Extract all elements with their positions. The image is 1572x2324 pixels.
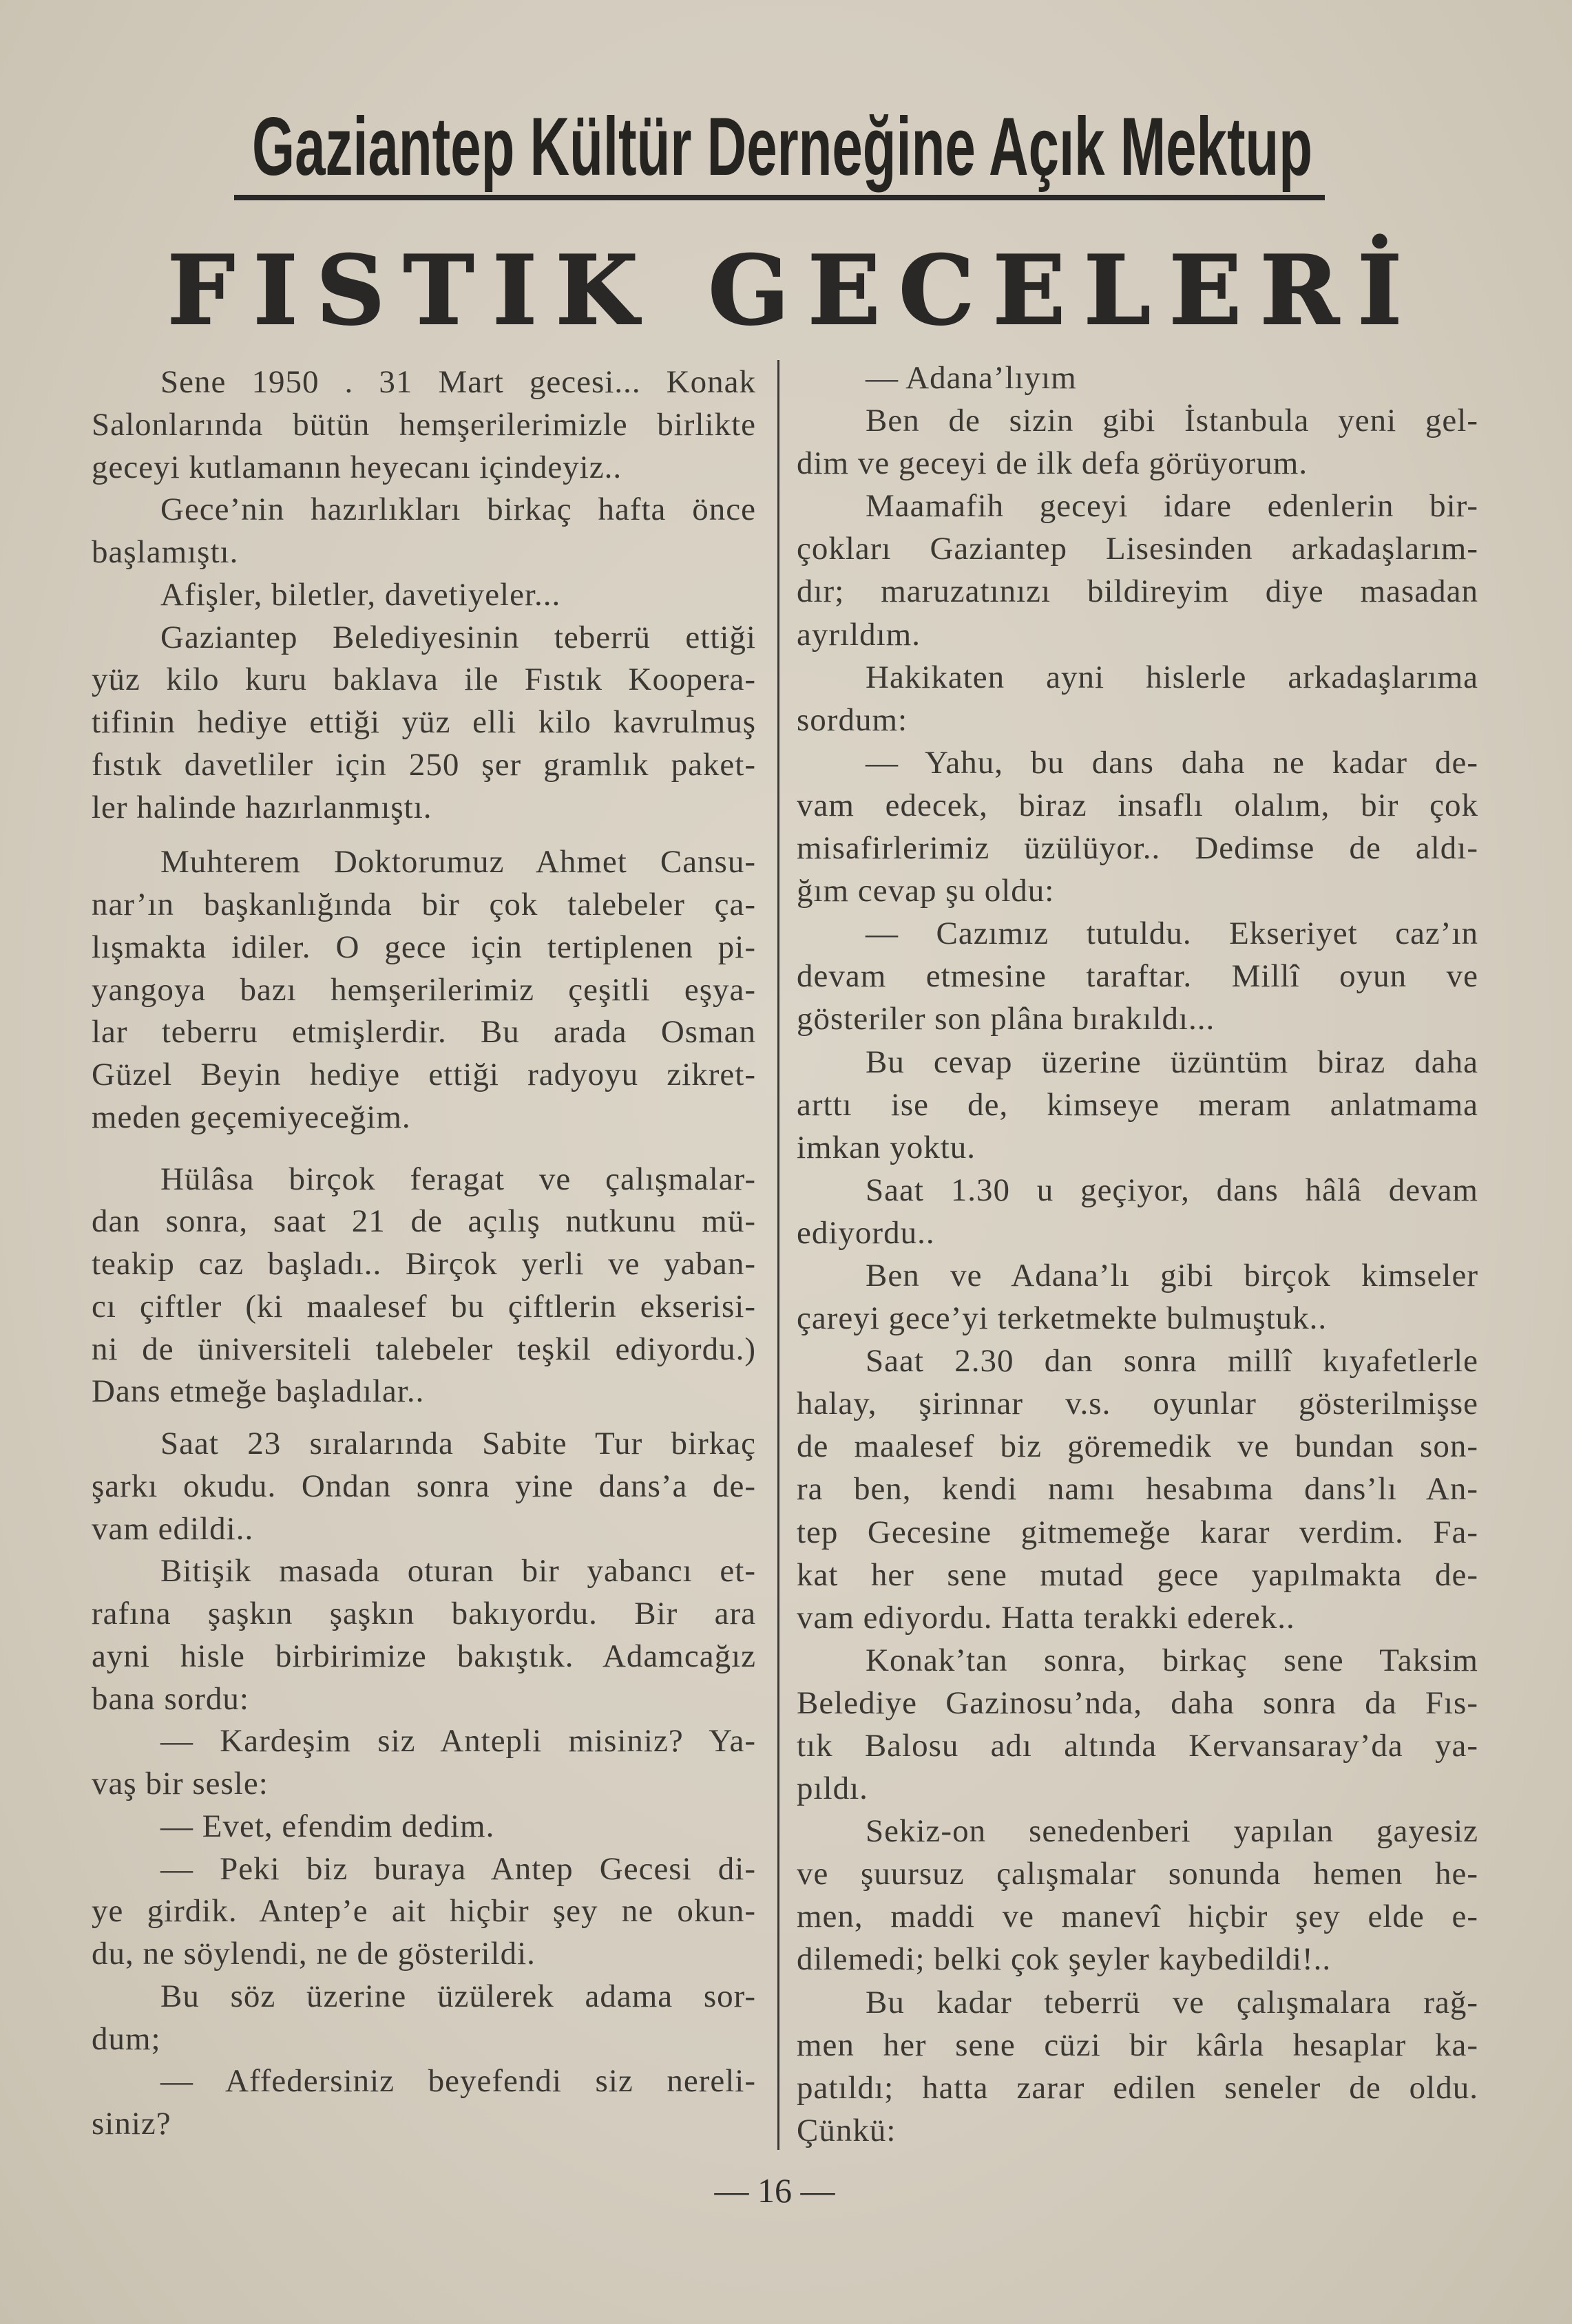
text-line: lar teberru etmişlerdir. Bu arada Osman: [92, 1014, 756, 1050]
text-line: vam edildi..: [92, 1510, 254, 1547]
text-line: Konak’tan sonra, birkaç sene Taksim: [866, 1642, 1478, 1678]
text-line: dim ve geceyi de ilk defa görüyorum.: [797, 445, 1308, 482]
text-line: Belediye Gazinosu’nda, daha sonra da Fıs-: [797, 1684, 1478, 1721]
text-line: teakip caz başladı.. Birçok yerli ve yaban-: [92, 1246, 756, 1282]
masthead: [0, 0, 1572, 358]
text-line: Çünkü:: [797, 2112, 897, 2148]
paragraph: [797, 1041, 1478, 1169]
text-line: pıldı.: [797, 1771, 868, 1807]
text-line: — Adana’lıyım: [866, 360, 1077, 396]
text-line: — Kardeşim siz Antepli misiniz? Ya-: [160, 1723, 756, 1760]
text-line: — Peki biz buraya Antep Gecesi di-: [160, 1850, 756, 1887]
paragraph: [797, 399, 1478, 485]
paragraph: [797, 1981, 1478, 2152]
text-line: dır; maruzatınızı bildireyim diye masadan: [797, 573, 1478, 610]
text-line: Maamafih geceyi idare edenlerin bir-: [866, 488, 1478, 525]
text-line: Ben de sizin gibi İstanbula yeni gel-: [866, 403, 1478, 439]
text-line: Bu cevap üzerine üzüntüm biraz daha: [866, 1044, 1478, 1080]
text-line: sordum:: [797, 701, 908, 738]
paragraph: [797, 1254, 1478, 1340]
text-line: men, maddi ve manevî hiçbir şey elde e-: [797, 1899, 1478, 1935]
text-line: devam etmesine taraftar. Millî oyun ve: [797, 958, 1478, 995]
text-line: ye girdik. Antep’e ait hiçbir şey ne okun-: [92, 1893, 756, 1930]
paragraph: [797, 1639, 1478, 1810]
text-line: dan sonra, saat 21 de açılış nutkunu mü-: [92, 1203, 756, 1240]
text-line: ğım cevap şu oldu:: [797, 873, 1055, 909]
text-line: du, ne söylendi, ne de gösterildi.: [92, 1936, 536, 1972]
text-line: bana sordu:: [92, 1680, 249, 1717]
text-line: tifinin hediye ettiği yüz elli kilo kavrulmuş: [92, 704, 756, 740]
paragraph: [797, 912, 1478, 1040]
text-line: çareyi gece’yi terketmekte bulmuştuk..: [797, 1300, 1328, 1337]
paragraph: [92, 574, 756, 617]
article-kicker-title: Gaziantep Kültür Derneğine Açık Mektup: [252, 101, 1312, 193]
paragraph: [797, 741, 1478, 912]
text-line: ni de üniversiteli talebeler teşkil ediyordu.): [92, 1331, 756, 1367]
text-line: Bu kadar teberrü ve çalışmalara rağ-: [866, 1984, 1478, 2020]
text-line: halay, şirinnar v.s. oyunlar gösterilmişse: [797, 1386, 1478, 1422]
text-line: rafına şaşkın şaşkın bakıyordu. Bir ara: [92, 1596, 756, 1631]
text-line: arttı ise de, kimseye meram anlatmama: [797, 1086, 1478, 1123]
text-line: imkan yoktu.: [797, 1129, 976, 1165]
text-line: geceyi kutlamanın heyecanı içindeyiz..: [92, 449, 622, 485]
text-line: Sekiz-on senedenberi yapılan gayesiz: [866, 1813, 1478, 1850]
text-line: gösteriler son plâna bırakıldı...: [797, 1001, 1215, 1037]
text-line: Muhterem Doktorumuz Ahmet Cansu-: [160, 844, 756, 880]
text-line: Saat 2.30 dan sonra millî kıyafetlerle: [866, 1343, 1478, 1380]
text-line: lışmakta idiler. O gece için tertiplenen pi-: [92, 929, 756, 965]
paragraph: [92, 1848, 756, 1976]
text-line: — Cazımız tutuldu. Ekseriyet caz’ın: [866, 916, 1478, 952]
text-line: Güzel Beyin hediye ettiği radyoyu zikret-: [92, 1057, 756, 1092]
paragraph: [92, 1806, 756, 1848]
text-line: kat her sene mutad gece yapılmakta de-: [797, 1556, 1478, 1593]
text-line: fıstık davetliler için 250 şer gramlık paket-: [92, 746, 756, 783]
paragraph: [92, 1423, 756, 1550]
paragraph: [92, 361, 756, 489]
text-line: nar’ın başkanlığında bir çok talebeler ça-: [92, 887, 756, 922]
text-line: misafirlerimiz üzülüyor.. Dedimse de aldı-: [797, 830, 1478, 867]
text-line: tep Gecesine gitmemeğe karar verdim. Fa-: [797, 1514, 1478, 1550]
column-divider: [777, 360, 779, 2150]
paragraph: [797, 357, 1478, 399]
text-line: siniz?: [92, 2106, 171, 2142]
text-line: ve şuursuz çalışmalar sonunda hemen he-: [797, 1856, 1478, 1892]
text-line: ayni hisle birbirimize bakıştık. Adamcağız: [92, 1638, 756, 1674]
text-line: ra ben, kendi namı hesabıma dans’lı An-: [797, 1471, 1478, 1508]
text-line: ler halinde hazırlanmıştı.: [92, 789, 432, 825]
paragraph: [92, 841, 756, 1139]
paragraph: [92, 1159, 756, 1414]
text-line: — Evet, efendim dedim.: [160, 1808, 495, 1844]
right-column: [797, 357, 1478, 2152]
paragraph: [797, 485, 1478, 655]
text-line: meden geçemiyeceğim.: [92, 1099, 411, 1135]
text-line: Ben ve Adana’lı gibi birçok kimseler: [866, 1257, 1478, 1293]
paragraph: [797, 1810, 1478, 1980]
title-underline: [234, 195, 1325, 200]
text-line: şarkı okudu. Ondan sonra yine dans’a de-: [92, 1468, 756, 1504]
paragraph: [92, 617, 756, 830]
text-line: ayrıldım.: [797, 616, 921, 653]
text-line: dum;: [92, 2020, 161, 2057]
text-line: Hülâsa birçok feragat ve çalışmalar-: [160, 1161, 756, 1197]
text-line: çokları Gaziantep Lisesinden arkadaşlarım-: [797, 531, 1478, 567]
text-line: vaş bir sesle:: [92, 1766, 269, 1802]
page-number: — 16 —: [714, 2171, 835, 2210]
text-line: vam ediyordu. Hatta terakki ederek..: [797, 1599, 1295, 1636]
text-line: men her sene cüzi bir kârla hesaplar ka-: [797, 2027, 1478, 2063]
text-line: başlamıştı.: [92, 534, 239, 570]
text-line: Bitişik masada oturan bir yabancı et-: [160, 1553, 756, 1589]
text-line: ediyordu..: [797, 1214, 935, 1251]
text-line: Salonlarında bütün hemşerilerimizle birlikte: [92, 406, 756, 443]
text-line: Sene 1950 . 31 Mart gecesi... Konak: [160, 364, 756, 400]
paragraph: [797, 656, 1478, 741]
text-line: Dans etmeğe başladılar..: [92, 1373, 425, 1410]
text-line: — Yahu, bu dans daha ne kadar de-: [866, 744, 1478, 781]
left-column: [92, 361, 756, 2146]
paragraph: [797, 1169, 1478, 1254]
text-line: Hakikaten ayni hislerle arkadaşlarıma: [866, 659, 1478, 695]
text-line: Saat 23 sıralarında Sabite Tur birkaç: [160, 1426, 756, 1461]
text-line: yangoya bazı hemşerilerimiz çeşitli eşya-: [92, 971, 756, 1008]
paragraph: [92, 1550, 756, 1720]
text-line: Afişler, biletler, davetiyeler...: [160, 576, 561, 613]
headline: FISTIK GECELERİ: [167, 234, 1402, 346]
text-line: dilemedi; belki çok şeyler kaybedildi!..: [797, 1941, 1332, 1978]
paragraph: [92, 489, 756, 574]
text-line: — Affedersiniz beyefendi siz nereli-: [160, 2063, 756, 2100]
text-line: de maalesef biz göremedik ve bundan son-: [797, 1428, 1478, 1465]
text-line: tık Balosu adı altında Kervansaray’da ya-: [797, 1728, 1478, 1764]
text-line: patıldı; hatta zarar edilen seneler de oldu.: [797, 2069, 1478, 2106]
paragraph: [797, 1340, 1478, 1639]
text-line: Saat 1.30 u geçiyor, dans hâlâ devam: [866, 1172, 1478, 1208]
paragraph: [92, 2060, 756, 2146]
text-line: yüz kilo kuru baklava ile Fıstık Koopera-: [92, 662, 756, 698]
paragraph: [92, 1720, 756, 1806]
text-line: Bu söz üzerine üzülerek adama sor-: [160, 1978, 756, 2014]
text-line: Gaziantep Belediyesinin teberrü ettiği: [160, 619, 756, 655]
text-line: cı çiftler (ki maalesef bu çiftlerin ekserisi-: [92, 1288, 756, 1324]
paragraph: [92, 1976, 756, 2061]
text-line: vam edecek, biraz insaflı olalım, bir çok: [797, 787, 1478, 823]
text-line: Gece’nin hazırlıkları birkaç hafta önce: [160, 492, 756, 528]
